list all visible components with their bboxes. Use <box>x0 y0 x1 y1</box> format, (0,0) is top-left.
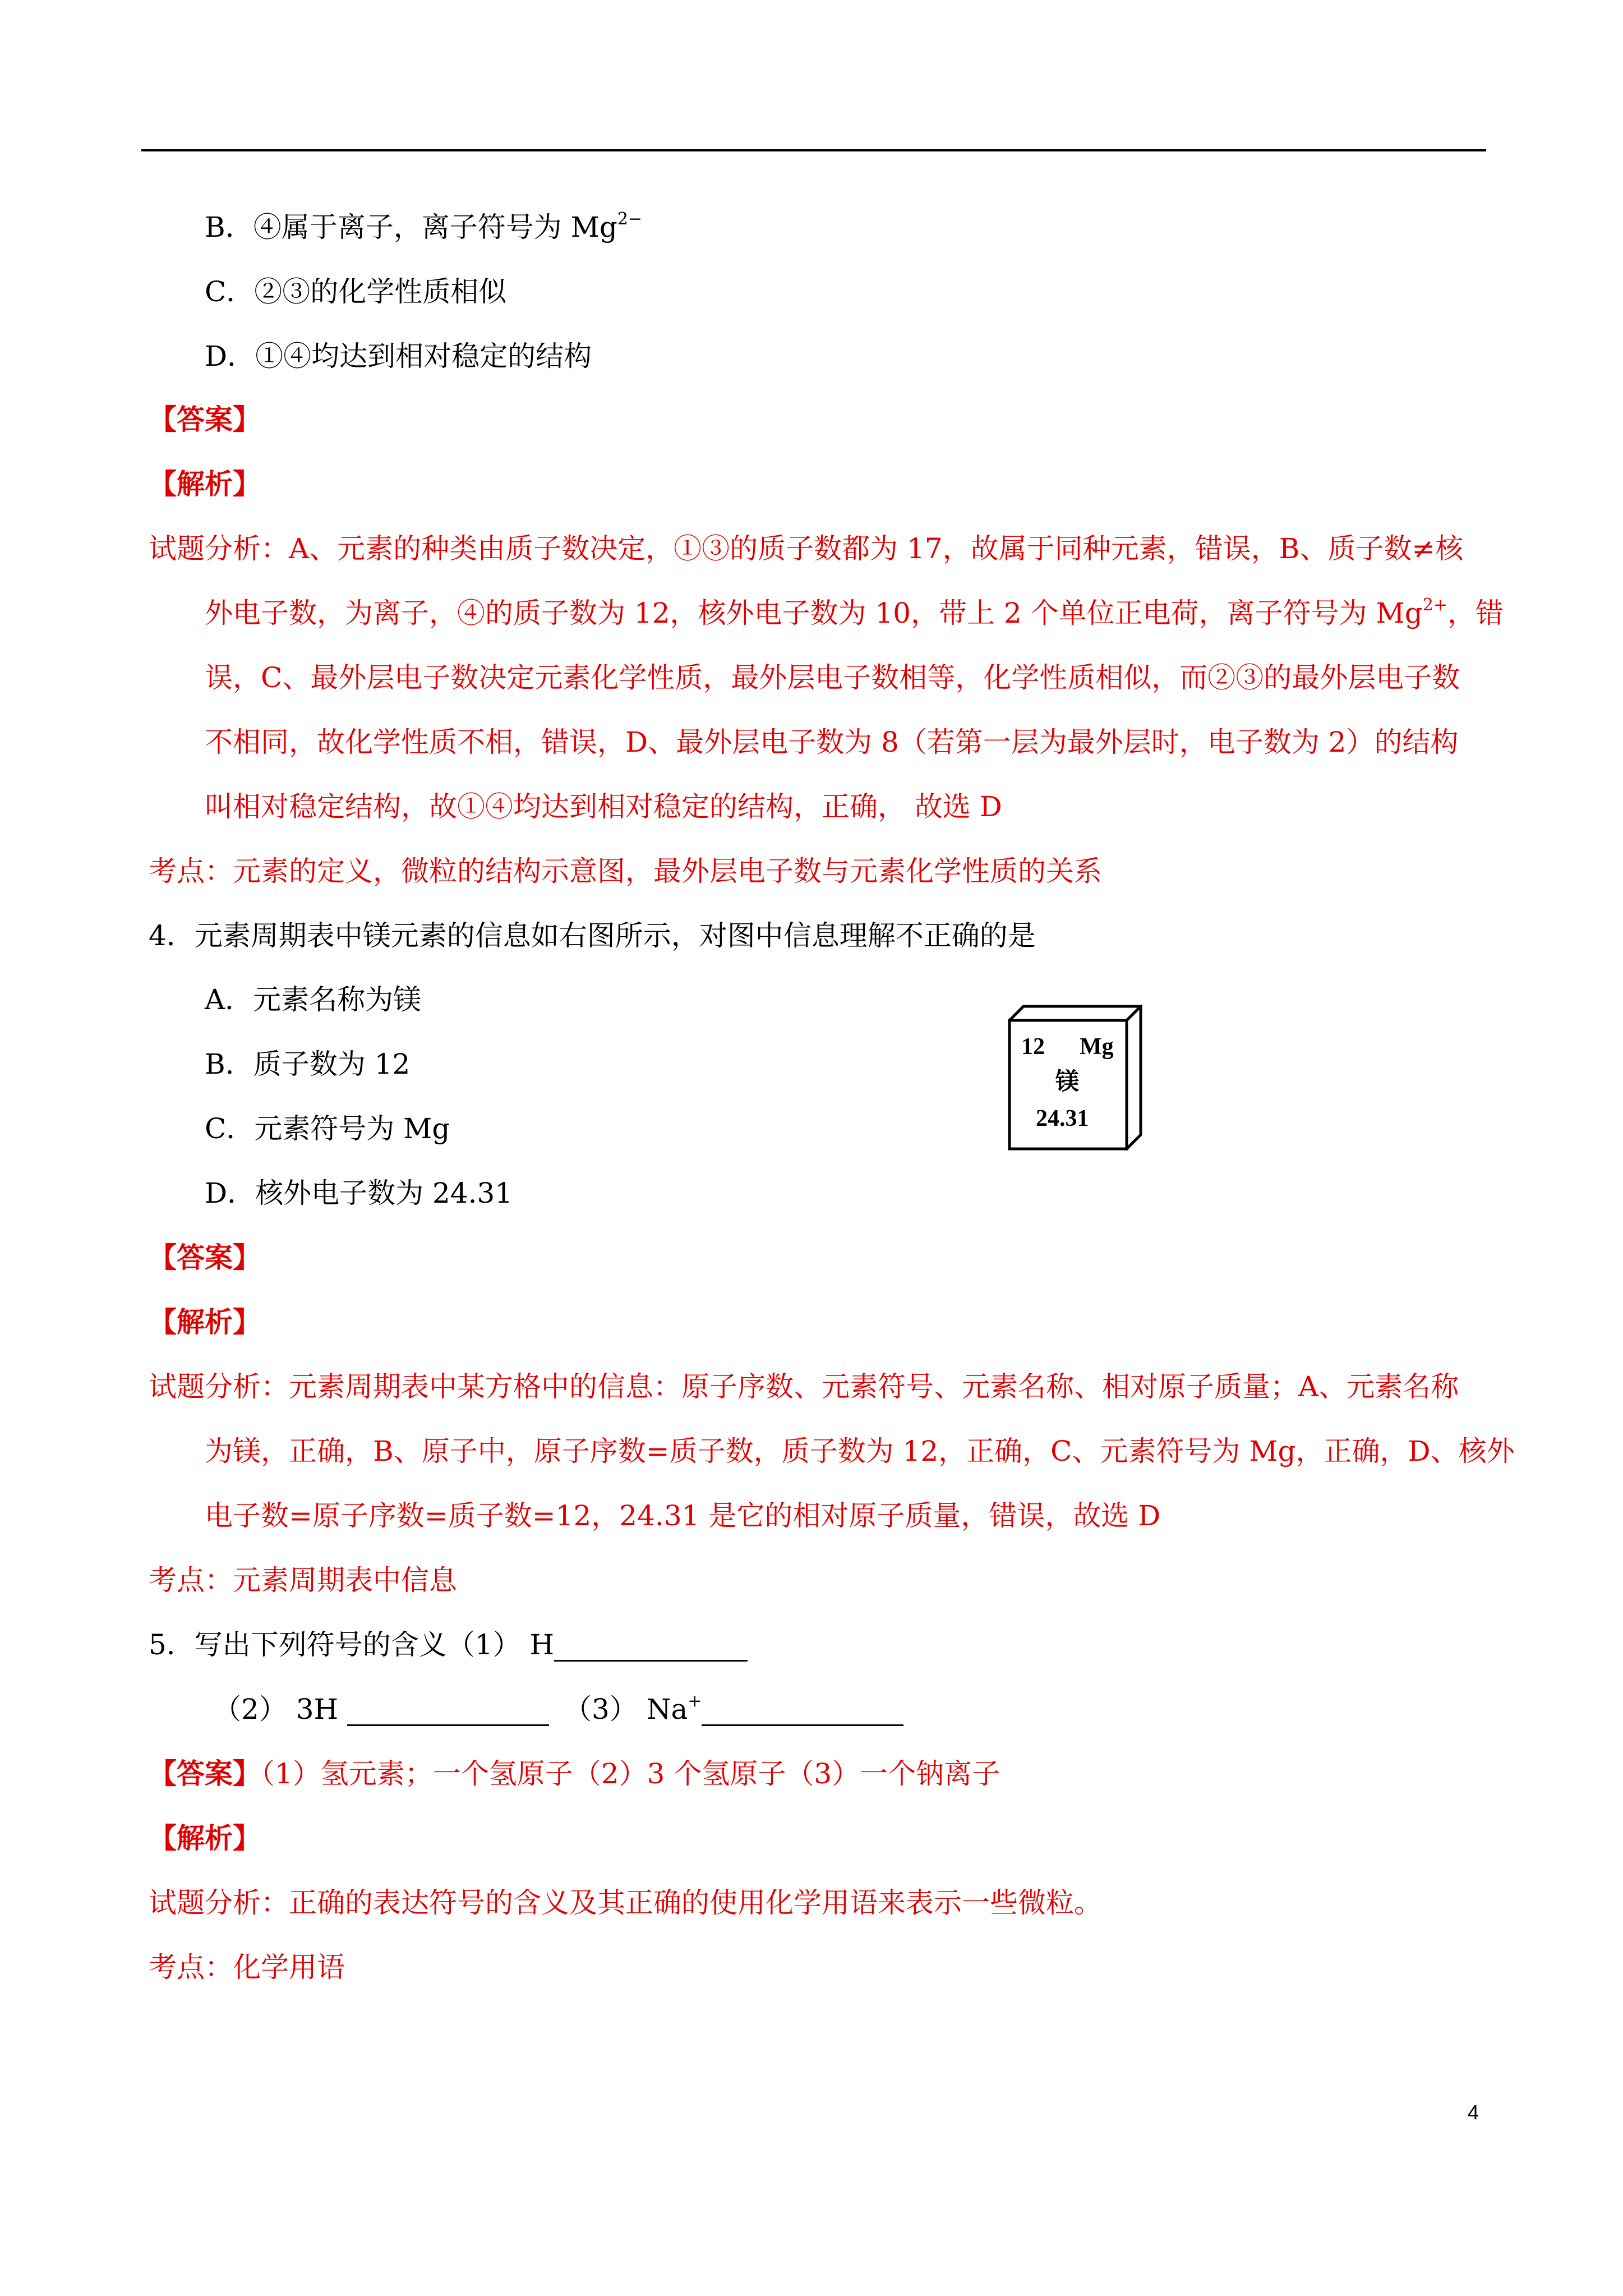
element-symbol: Mg <box>1080 1034 1114 1060</box>
q5-part-2: （2） 3H <box>213 1692 549 1726</box>
q3-option-c: C．②③的化学性质相似 <box>205 275 507 308</box>
header-rule <box>141 149 1486 151</box>
q5-blank-2[interactable] <box>347 1697 549 1726</box>
q5-stem: 5．写出下列符号的含义（1） H <box>149 1628 748 1662</box>
element-atomic-mass: 24.31 <box>1036 1106 1089 1131</box>
q4-option-c: C．元素符号为 Mg <box>205 1112 450 1145</box>
element-atomic-number: 12 <box>1021 1034 1045 1060</box>
q4-analysis-line-1: 试题分析：元素周期表中某方格中的信息：原子序数、元素符号、元素名称、相对原子质量；A、元素名称 <box>149 1370 1459 1403</box>
q4-kaodian: 考点：元素周期表中信息 <box>149 1564 457 1596</box>
q5-kaodian: 考点：化学用语 <box>149 1951 345 1984</box>
q3-analysis-line-2: 外电子数，为离子，④的质子数为 12，核外电子数为 10，带上 2 个单位正电荷，离子符号为 $Mg^{2+}$，错 <box>205 595 1504 629</box>
q4-analysis-line-2: 为镁，正确，B、原子中，原子序数=质子数，质子数为 12，正确，C、元素符号为 Mg，正确，D、核外 <box>205 1435 1515 1467</box>
q5-answer: 【答案】（1）氢元素；一个氢原子（2）3 个氢原子（3）一个钠离子 <box>149 1757 1000 1790</box>
q3-analysis-line-5: 叫相对稳定结构，故①④均达到相对稳定的结构，正确， 故选 D <box>205 790 1002 823</box>
element-name: 镁 <box>1055 1069 1080 1095</box>
q4-answer-label: 【答案】 <box>149 1241 261 1274</box>
q5-part-3: （3） Na+ <box>564 1692 903 1726</box>
q3-answer-label: 【答案】 <box>149 403 261 436</box>
q3-kaodian: 考点：元素的定义，微粒的结构示意图，最外层电子数与元素化学性质的关系 <box>149 855 1102 887</box>
q3-analysis-line-3: 误，C、最外层电子数决定元素化学性质，最外层电子数相等，化学性质相似，而②③的最外层电子数 <box>205 661 1460 694</box>
element-card-magnesium <box>1008 1005 1142 1151</box>
q4-stem: 4．元素周期表中镁元素的信息如右图所示，对图中信息理解不正确的是 <box>149 919 1036 952</box>
q5-blank-1[interactable] <box>554 1633 748 1662</box>
q3-option-d: D．①④均达到相对稳定的结构 <box>205 340 592 372</box>
q5-analysis-label: 【解析】 <box>149 1821 261 1855</box>
q3-option-b: B．④属于离子，离子符号为 $Mg^{2-}$ <box>205 209 643 243</box>
q3-analysis-label: 【解析】 <box>149 467 261 500</box>
q3-analysis-line-4: 不相同，故化学性质不相，错误，D、最外层电子数为 8（若第一层为最外层时，电子数为 2）的结构 <box>205 726 1459 758</box>
q4-option-a: A．元素名称为镁 <box>205 983 422 1016</box>
q3-analysis-line-1: 试题分析：A、元素的种类由质子数决定，①③的质子数都为 17，故属于同种元素，错误，B、质子数≠核 <box>149 532 1464 565</box>
q5-blank-3[interactable] <box>702 1697 903 1726</box>
q4-analysis-line-3: 电子数=原子序数=质子数=12，24.31 是它的相对原子质量，错误，故选 D <box>205 1499 1161 1532</box>
q5-analysis: 试题分析：正确的表达符号的含义及其正确的使用化学用语来表示一些微粒。 <box>149 1887 1102 1919</box>
q4-option-b: B．质子数为 12 <box>205 1048 411 1080</box>
page-number: 4 <box>1468 2101 1479 2124</box>
q4-analysis-label: 【解析】 <box>149 1305 261 1338</box>
q4-option-d: D．核外电子数为 24.31 <box>205 1177 513 1209</box>
